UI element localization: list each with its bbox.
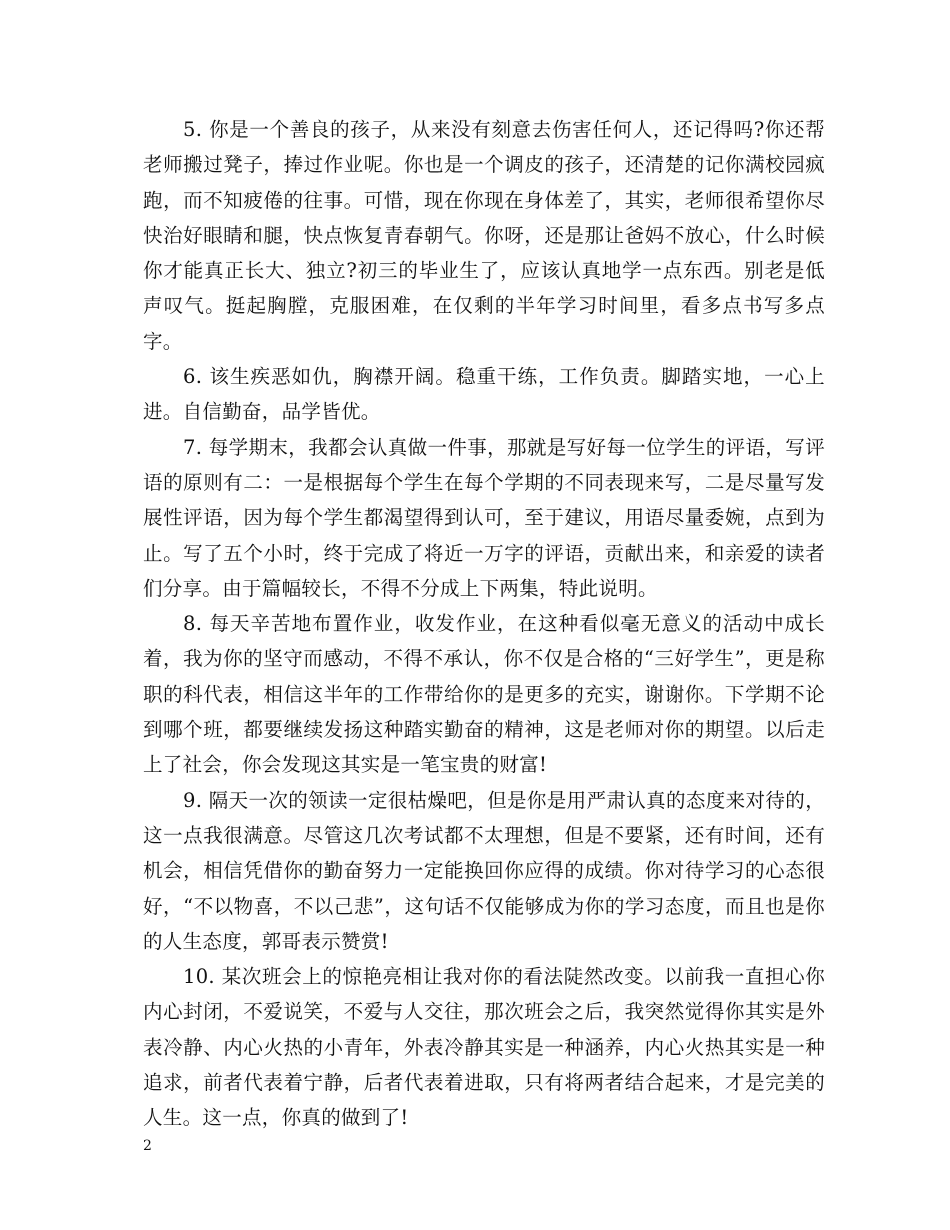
- page-number: 2: [143, 1138, 152, 1154]
- paragraph-10: 10. 某次班会上的惊艳亮相让我对你的看法陡然改变。以前我一直担心你内心封闭，不爱说笑，不爱与人交往，那次班会之后，我突然觉得你其实是外表冷静、内心火热的小青年，外表冷静其实是一种涵养，内心火热其实是一种追求，前者代表着宁静，后者代表着进取，只有将两者结合起来，才是完美的人生。这一点，你真的做到了!: [143, 965, 825, 1130]
- paragraph-5: 5. 你是一个善良的孩子，从来没有刻意去伤害任何人，还记得吗?你还帮老师搬过凳子，捧过作业呢。你也是一个调皮的孩子，还清楚的记你满校园疯跑，而不知疲倦的往事。可惜，现在你现在身体差了，其实，老师很希望你尽快治好眼睛和腿，快点恢复青春朝气。你呀，还是那让爸妈不放心，什么时候你才能真正长大、独立?初三的毕业生了，应该认真地学一点东西。别老是低声叹气。挺起胸膛，克服困难，在仅剩的半年学习时间里，看多点书写多点字。: [143, 118, 825, 353]
- paragraph-7: 7. 每学期末，我都会认真做一件事，那就是写好每一位学生的评语，写评语的原则有二：一是根据每个学生在每个学期的不同表现来写，二是尽量写发展性评语，因为每个学生都渴望得到认可，至于建议，用语尽量委婉，点到为止。写了五个小时，终于完成了将近一万字的评语，贡献出来，和亲爱的读者们分享。由于篇幅较长，不得不分成上下两集，特此说明。: [143, 435, 825, 600]
- body-text: [143, 112, 825, 1136]
- paragraph-6: 6. 该生疾恶如仇，胸襟开阔。稳重干练，工作负责。脚踏实地，一心上进。自信勤奋，品学皆优。: [143, 365, 825, 424]
- paragraph-9: 9. 隔天一次的领读一定很枯燥吧，但是你是用严肃认真的态度来对待的，这一点我很满意。尽管这几次考试都不太理想，但是不要紧，还有时间，还有机会，相信凭借你的勤奋努力一定能换回你应得的成绩。你对待学习的心态很好，“不以物喜，不以己悲”，这句话不仅能够成为你的学习态度，而且也是你的人生态度，郭哥表示赞赏!: [143, 788, 825, 953]
- paragraph-8: 8. 每天辛苦地布置作业，收发作业，在这种看似毫无意义的活动中成长着，我为你的坚守而感动，不得不承认，你不仅是合格的“三好学生”，更是称职的科代表，相信这半年的工作带给你的是更多的充实，谢谢你。下学期不论到哪个班，都要继续发扬这种踏实勤奋的精神，这是老师对你的期望。以后走上了社会，你会发现这其实是一笔宝贵的财富!: [143, 612, 825, 777]
